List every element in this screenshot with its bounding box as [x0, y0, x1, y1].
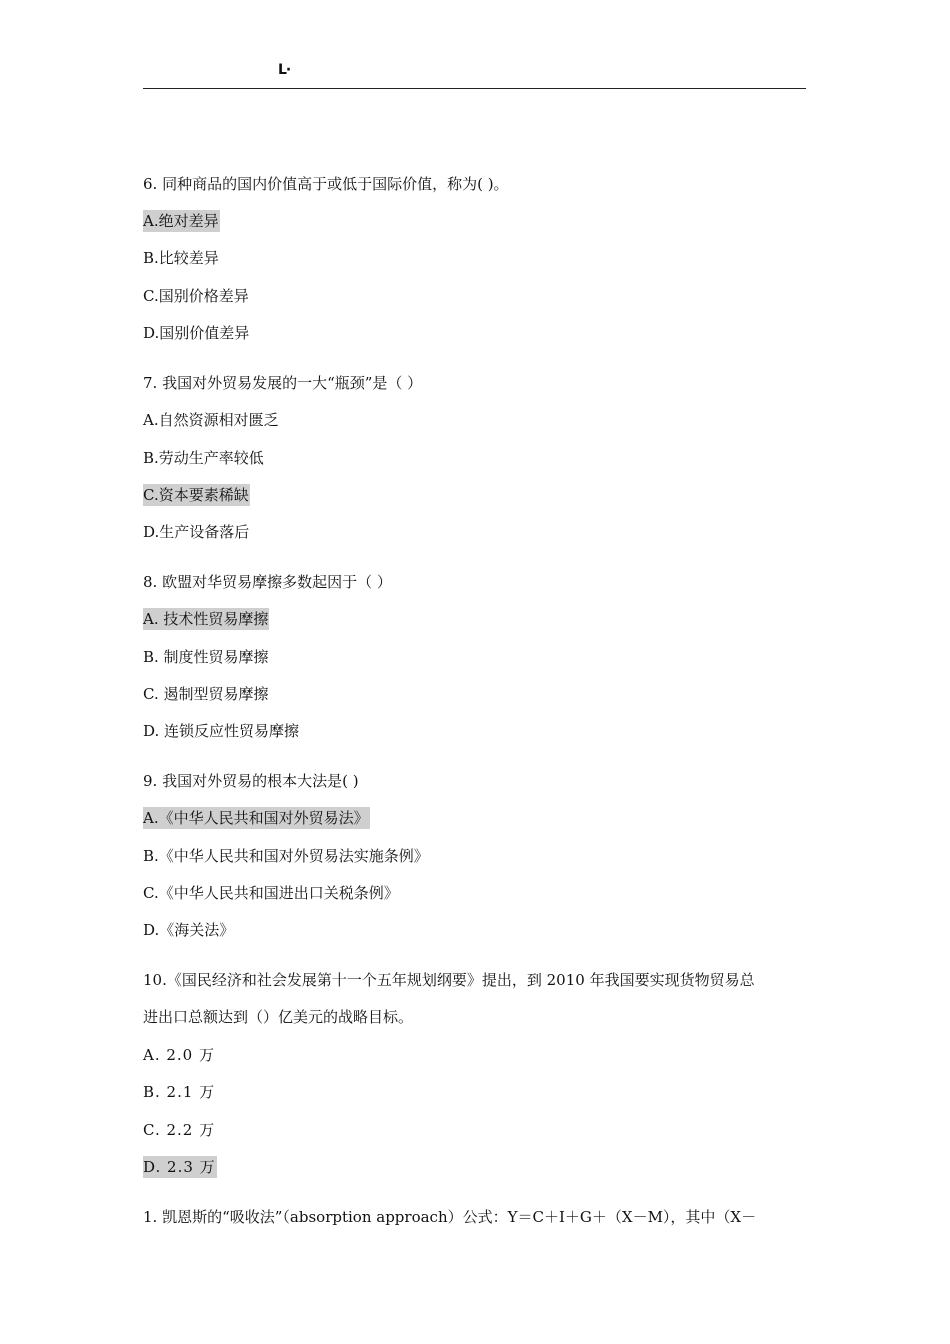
question-10-option-c[interactable]: C. 2.2 万	[143, 1121, 216, 1139]
question-9-option-c[interactable]: C.《中华人民共和国进出口关税条例》	[143, 884, 399, 902]
question-6-option-a[interactable]	[143, 210, 220, 232]
option-text: C.资本要素稀缺	[143, 486, 249, 504]
question-8-option-a[interactable]	[143, 608, 269, 630]
header-mark: L·	[278, 62, 291, 78]
question-7-option-a[interactable]: A.自然资源相对匮乏	[143, 411, 279, 429]
question-9-option-b[interactable]: B.《中华人民共和国对外贸易法实施条例》	[143, 847, 429, 865]
option-text: A.《中华人民共和国对外贸易法》	[143, 809, 369, 827]
question-9-stem: 9. 我国对外贸易的根本大法是( )	[143, 772, 359, 790]
question-9-option-d[interactable]: D.《海关法》	[143, 921, 235, 939]
question-8-option-d[interactable]: D. 连锁反应性贸易摩擦	[143, 722, 300, 740]
question-6-option-d[interactable]: D.国别价值差异	[143, 324, 250, 342]
question-1-stem: 1. 凯恩斯的“吸收法”（absorption approach）公式：Y＝C＋I＋G＋（X－M），其中（X－	[143, 1208, 757, 1226]
question-6-option-c[interactable]: C.国别价格差异	[143, 287, 249, 305]
question-7-option-d[interactable]: D.生产设备落后	[143, 523, 250, 541]
question-10-option-a[interactable]: A. 2.0 万	[143, 1046, 215, 1064]
option-text: A.绝对差异	[143, 212, 219, 230]
question-7-stem: 7. 我国对外贸易发展的一大“瓶颈”是（ ）	[143, 374, 423, 392]
option-text: A. 技术性贸易摩擦	[143, 610, 269, 628]
header-rule	[143, 88, 806, 89]
question-7-option-c[interactable]	[143, 484, 250, 506]
question-6-option-b[interactable]: B.比较差异	[143, 249, 219, 267]
question-10-stem-line-2: 进出口总额达到（）亿美元的战略目标。	[143, 1008, 414, 1026]
question-8-option-c[interactable]: C. 遏制型贸易摩擦	[143, 685, 269, 703]
question-8-option-b[interactable]: B. 制度性贸易摩擦	[143, 648, 269, 666]
question-7-option-b[interactable]: B.劳动生产率较低	[143, 449, 264, 467]
option-text: D. 2.3 万	[143, 1158, 216, 1176]
question-10-option-b[interactable]: B. 2.1 万	[143, 1083, 216, 1101]
question-10-option-d[interactable]	[143, 1156, 217, 1178]
question-8-stem: 8. 欧盟对华贸易摩擦多数起因于（ ）	[143, 573, 392, 591]
question-9-option-a[interactable]	[143, 807, 370, 829]
question-6-stem: 6. 同种商品的国内价值高于或低于国际价值，称为( )。	[143, 175, 509, 193]
question-10-stem-line-1: 10.《国民经济和社会发展第十一个五年规划纲要》提出，到 2010 年我国要实现货物贸易总	[143, 971, 755, 989]
